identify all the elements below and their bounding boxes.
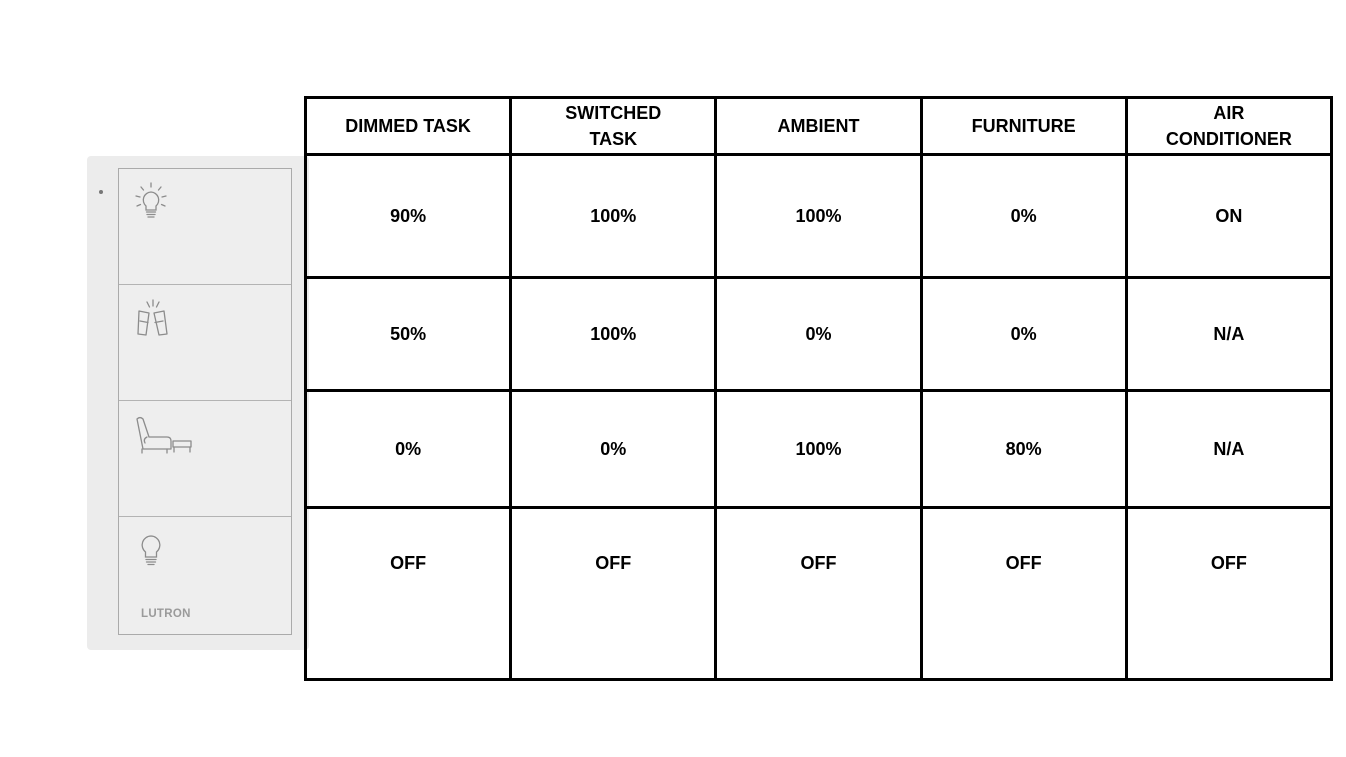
armchair-ottoman-icon (133, 413, 197, 457)
light-bulb-on-icon (133, 181, 169, 223)
table-cell: ON (1126, 155, 1331, 278)
column-header: AMBIENT (716, 98, 921, 155)
table-cell: N/A (1126, 391, 1331, 508)
keypad-button-bright[interactable] (119, 169, 291, 285)
table-cell: 0% (921, 155, 1126, 278)
keypad-button-relax[interactable] (119, 401, 291, 517)
table-cell: 0% (511, 391, 716, 508)
toasting-glasses-icon (133, 297, 173, 339)
table-cell: 100% (511, 155, 716, 278)
table-cell: OFF (1126, 508, 1331, 680)
brand-logo: LUTRON (141, 608, 191, 620)
table-header-row (306, 98, 1332, 155)
scene-levels-table (304, 96, 1333, 681)
keypad-button-entertain[interactable] (119, 285, 291, 401)
table-cell: 100% (511, 278, 716, 391)
keypad (118, 168, 292, 635)
table-cell: OFF (921, 508, 1126, 680)
table-cell: 0% (716, 278, 921, 391)
table-cell: OFF (716, 508, 921, 680)
keypad-button-off[interactable] (119, 517, 291, 634)
table-cell: 100% (716, 155, 921, 278)
table-row (306, 391, 1332, 508)
table-cell: 90% (306, 155, 511, 278)
light-bulb-off-icon (133, 529, 169, 571)
table-cell: 50% (306, 278, 511, 391)
status-led-indicator (99, 190, 103, 194)
table-cell: OFF (511, 508, 716, 680)
column-header: DIMMED TASK (306, 98, 511, 155)
table-row (306, 155, 1332, 278)
table-cell: 80% (921, 391, 1126, 508)
column-header: SWITCHED TASK (511, 98, 716, 155)
table-cell: N/A (1126, 278, 1331, 391)
table-cell: OFF (306, 508, 511, 680)
column-header: AIR CONDITIONER (1126, 98, 1331, 155)
table-cell: 0% (306, 391, 511, 508)
column-header: FURNITURE (921, 98, 1126, 155)
table-row (306, 508, 1332, 680)
table-cell: 100% (716, 391, 921, 508)
table-cell: 0% (921, 278, 1126, 391)
table-row (306, 278, 1332, 391)
